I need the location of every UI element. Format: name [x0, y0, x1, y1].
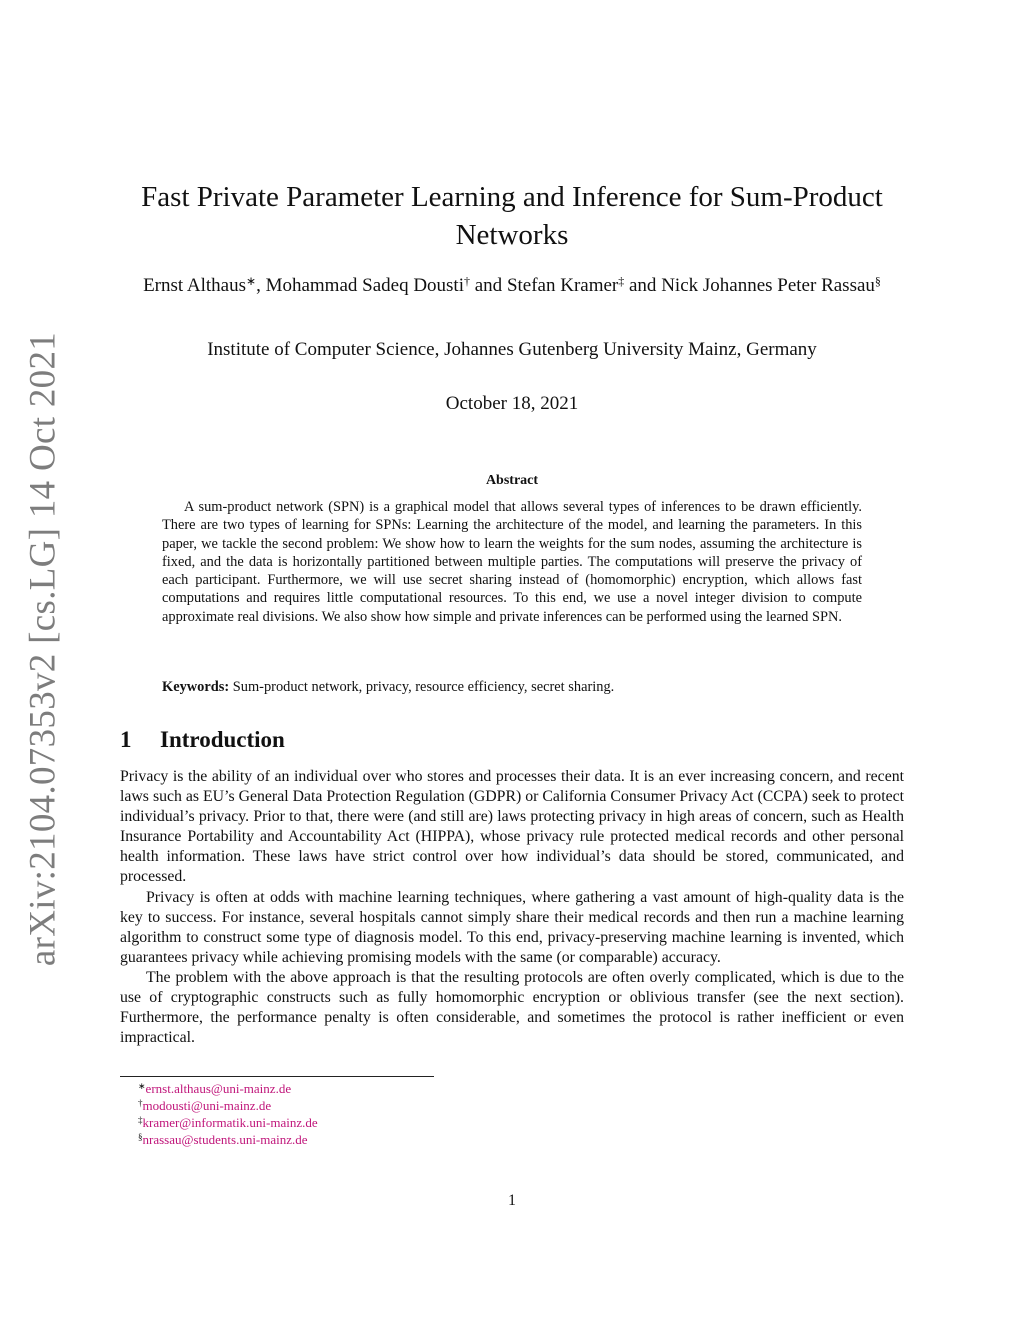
footnote-email-link[interactable]: ernst.althaus@uni-mainz.de: [145, 1081, 292, 1096]
author-separator: and: [470, 275, 507, 296]
section-heading: [120, 726, 904, 754]
footnote-mark: ‡: [138, 1115, 143, 1125]
paper-title: Fast Private Parameter Learning and Inference for Sum-Product Networks: [141, 181, 883, 251]
page-number: 1: [508, 1192, 516, 1209]
author-footnote-mark: †: [464, 274, 470, 288]
author-name: Stefan Kramer: [506, 275, 619, 296]
author-footnote-mark: ‡: [618, 274, 625, 288]
author-footnote-mark: ∗: [246, 274, 257, 288]
body-paragraph: Privacy is often at odds with machine learning techniques, where gathering a vast amount of high-quality data is the key to success. For instance, several hospitals cannot simply share their medical records and then run a machine learning algorithm to construct some type of diagnosis model. To this end, privacy-preserving machine learning is invented, which guarantees privacy while achieving promising models with the same (or comparable) accuracy.: [120, 888, 904, 966]
footnote-divider: [120, 1076, 434, 1077]
footnote: [138, 1097, 638, 1114]
arxiv-identifier-stamp: [2, 331, 64, 967]
footnote: [138, 1114, 638, 1131]
body-paragraph: The problem with the above approach is that the resulting protocols are often overly complicated, which is due to the use of cryptographic constructs such as fully homomorphic encryption or oblivious transfer (see the next section). Furthermore, the performance penalty is often considerable, and sometimes the protocol is rather inefficient or even impractical.: [120, 968, 904, 1047]
keywords-label: Keywords:: [162, 679, 230, 695]
keywords-text: Sum-product network, privacy, resource efficiency, secret sharing.: [232, 679, 615, 695]
author-list: [120, 274, 904, 298]
footnote-mark: ∗: [138, 1081, 146, 1091]
footnote-email-link[interactable]: kramer@informatik.uni-mainz.de: [142, 1115, 318, 1130]
footnotes: [138, 1080, 638, 1148]
author-footnote-mark: §: [874, 274, 881, 288]
introduction-body: [120, 767, 904, 1048]
author-name: Mohammad Sadeq Dousti: [265, 275, 464, 296]
section-title: Introduction: [160, 727, 285, 752]
body-paragraph: Privacy is the ability of an individual over who stores and processes their data. It is an ever increasing concern, and recent laws such as EU’s General Data Protection Regulation (GDPR) or California Consumer Privacy Act (CCPA) seek to protect individual’s privacy. Prior to that, there were (and still are) laws protecting privacy in high areas of concern, such as Health Insurance Portability and Accountability Act (HIPPA), whose privacy rule protected medical records and other personal health information. These laws have strict control over how individual’s data should be stored, communicated, and processed.: [120, 768, 904, 886]
arxiv-identifier-text: arXiv:2104.07353v2 [cs.LG] 14 Oct 2021: [22, 331, 64, 967]
footnote-mark: §: [138, 1132, 143, 1142]
footnote: [138, 1080, 638, 1097]
keywords: [162, 678, 862, 696]
author-separator: and: [624, 275, 662, 296]
abstract-heading: Abstract: [485, 473, 539, 488]
author-separator: ,: [256, 275, 266, 296]
publication-date: October 18, 2021: [445, 393, 579, 414]
footnote-email-link[interactable]: nrassau@students.uni-mainz.de: [142, 1132, 308, 1147]
footnote-mark: †: [138, 1098, 143, 1108]
footnote: [138, 1131, 638, 1148]
affiliation: Institute of Computer Science, Johannes Gutenberg University Mainz, Germany: [207, 339, 817, 360]
abstract-text: A sum-product network (SPN) is a graphical model that allows several types of inferences to be drawn efficiently. There are two types of learning for SPNs: Learning the architecture of the model, and learning the parameters. In this paper, we tackle the second problem: We show how to learn the weights for the sum nodes, assuming the architecture is fixed, and the data is horizontally partitioned between multiple parties. The computations will preserve the privacy of each participant. Furthermore, we will use secret sharing instead of (homomorphic) encryption, which allows fast computations and requires little computational resources. To this end, we use a novel integer division to compute approximate real divisions. We also show how simple and private inferences can be performed using the learned SPN.: [162, 499, 862, 625]
author-name: Ernst Althaus: [143, 275, 246, 296]
footnote-email-link[interactable]: modousti@uni-mainz.de: [142, 1098, 272, 1113]
author-name: Nick Johannes Peter Rassau: [661, 275, 875, 296]
section-number: 1: [120, 727, 132, 752]
